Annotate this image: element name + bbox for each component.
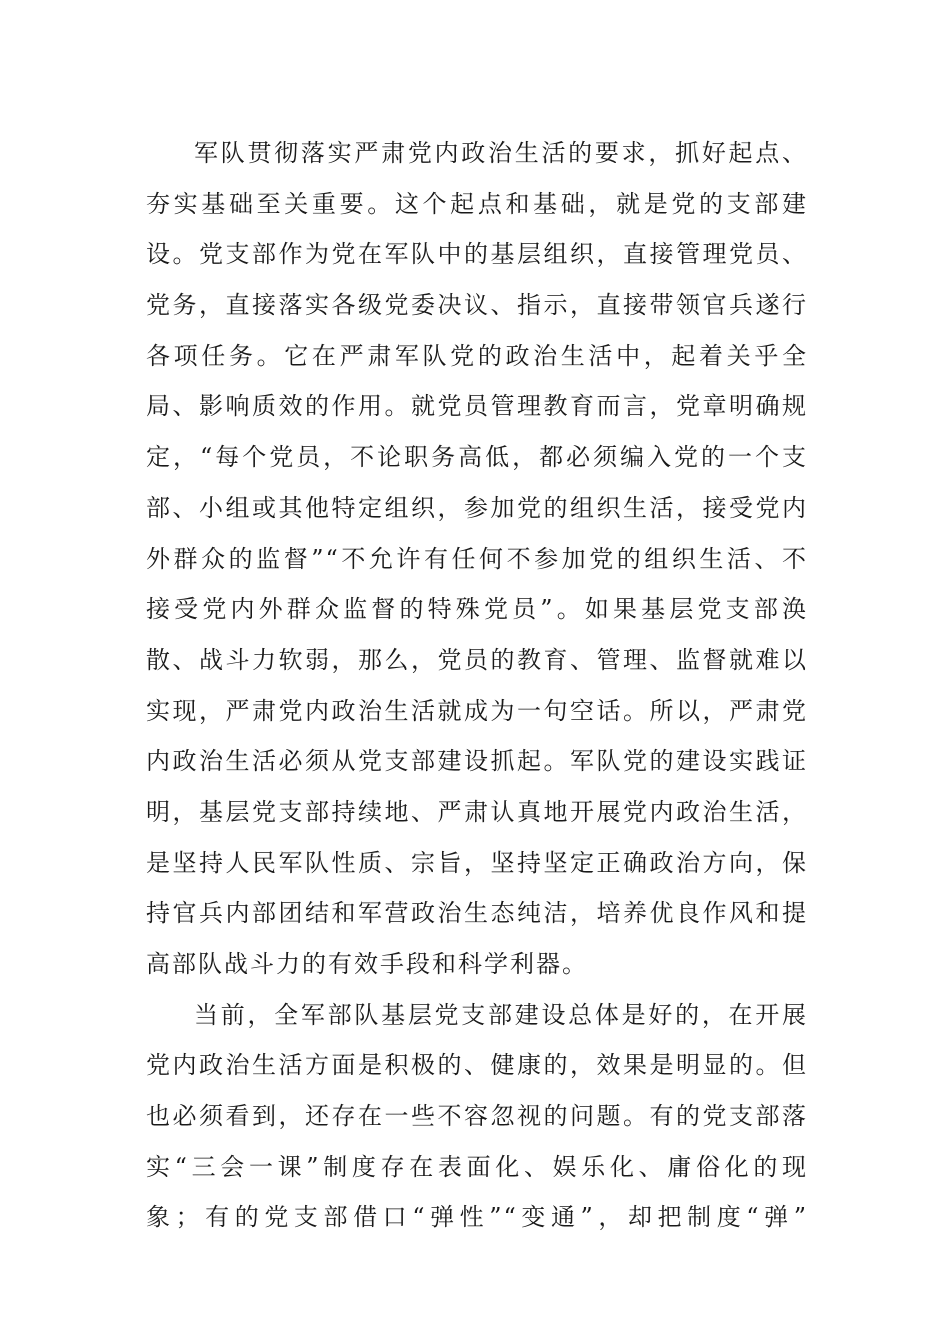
text-line: 党务，直接落实各级党委决议、指示，直接带领官兵遂行 — [146, 291, 808, 320]
text-line: 当前，全军部队基层党支部建设总体是好的，在开展 — [194, 1000, 808, 1029]
text-line: 设。党支部作为党在军队中的基层组织，直接管理党员、 — [146, 240, 808, 269]
text-line: 高部队战斗力的有效手段和科学利器。 — [146, 950, 588, 978]
text-line: 定，“每个党员，不论职务高低，都必须编入党的一个支 — [146, 443, 808, 472]
text-line: 实现，严肃党内政治生活就成为一句空话。所以，严肃党 — [146, 696, 808, 725]
text-line: 局、影响质效的作用。就党员管理教育而言，党章明确规 — [146, 392, 808, 421]
text-line: 外群众的监督”“不允许有任何不参加党的组织生活、不 — [146, 544, 808, 573]
text-line: 军队贯彻落实严肃党内政治生活的要求，抓好起点、 — [194, 139, 808, 167]
text-line: 是坚持人民军队性质、宗旨，坚持坚定正确政治方向，保 — [146, 848, 808, 877]
text-line: 党内政治生活方面是积极的、健康的，效果是明显的。但 — [146, 1051, 808, 1080]
text-line: 也必须看到，还存在一些不容忽视的问题。有的党支部落 — [146, 1102, 808, 1131]
text-line: 象；有的党支部借口“弹性”“变通”，却把制度“弹” — [146, 1203, 808, 1232]
text-line: 持官兵内部团结和军营政治生态纯洁，培养优良作风和提 — [146, 899, 808, 928]
paragraph-1 — [146, 128, 808, 990]
text-line: 部、小组或其他特定组织，参加党的组织生活，接受党内 — [146, 493, 808, 522]
text-line: 接受党内外群众监督的特殊党员”。如果基层党支部涣 — [146, 595, 808, 624]
paragraph-2 — [146, 990, 808, 1243]
text-line: 内政治生活必须从党支部建设抓起。军队党的建设实践证 — [146, 747, 808, 776]
text-line: 散、战斗力软弱，那么，党员的教育、管理、监督就难以 — [146, 645, 808, 674]
body-text — [146, 128, 808, 1243]
text-line: 实“三会一课”制度存在表面化、娱乐化、庸俗化的现 — [146, 1152, 808, 1181]
text-line: 各项任务。它在严肃军队党的政治生活中，起着关乎全 — [146, 341, 808, 370]
text-line: 夯实基础至关重要。这个起点和基础，就是党的支部建 — [146, 189, 808, 218]
text-line: 明，基层党支部持续地、严肃认真地开展党内政治生活， — [146, 797, 808, 826]
